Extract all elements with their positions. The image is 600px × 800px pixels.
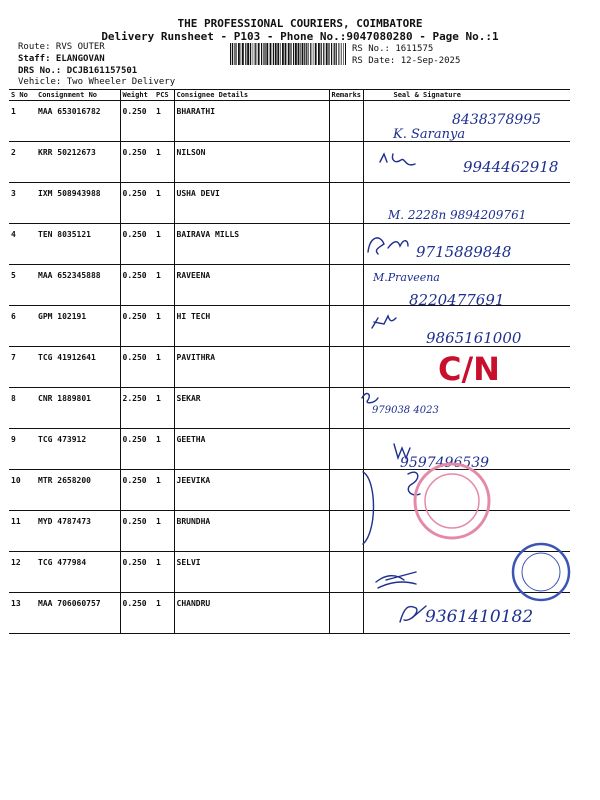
weight-cell-text: 0.250 xyxy=(122,230,147,239)
consignee-cell xyxy=(174,552,329,593)
table-row xyxy=(9,101,570,142)
handwritten-phone-5: 8220477691 xyxy=(409,291,505,309)
remarks-cell xyxy=(329,347,363,388)
consignment-cell xyxy=(36,265,120,306)
weight-cell-text: 0.250 xyxy=(122,599,147,608)
table-row xyxy=(9,306,570,347)
weight-cell xyxy=(120,470,154,511)
remarks-cell xyxy=(329,224,363,265)
consignment-cell xyxy=(36,142,120,183)
barcode xyxy=(230,43,346,65)
sno-cell xyxy=(9,306,36,347)
remarks-cell xyxy=(329,183,363,224)
sno-cell-text: 6 xyxy=(11,312,16,321)
consignment-cell xyxy=(36,183,120,224)
pcs-cell-text: 1 xyxy=(156,476,161,485)
header-remarks: Remarks xyxy=(329,90,363,101)
pcs-cell-text: 1 xyxy=(156,230,161,239)
table-row xyxy=(9,183,570,224)
table-row xyxy=(9,224,570,265)
handwritten-name-5: M.Praveena xyxy=(373,271,440,284)
weight-cell xyxy=(120,265,154,306)
remarks-cell xyxy=(329,470,363,511)
signature-cell xyxy=(363,470,570,511)
remarks-cell xyxy=(329,388,363,429)
signature-cell xyxy=(363,429,570,470)
consignment-cell-text: MAA 706060757 xyxy=(38,599,101,608)
sno-cell xyxy=(9,429,36,470)
pcs-cell xyxy=(154,101,174,142)
signature-cell xyxy=(363,552,570,593)
table-row xyxy=(9,265,570,306)
consignee-cell-text: USHA DEVI xyxy=(176,189,220,198)
remarks-cell xyxy=(329,142,363,183)
remarks-cell xyxy=(329,265,363,306)
vehicle-label: Vehicle: Two Wheeler Delivery xyxy=(18,77,176,87)
consignee-cell xyxy=(174,142,329,183)
pcs-cell xyxy=(154,142,174,183)
consignment-cell xyxy=(36,224,120,265)
weight-cell xyxy=(120,347,154,388)
handwritten-phone-2: 9944462918 xyxy=(463,158,559,176)
consignee-cell xyxy=(174,183,329,224)
consignment-cell-text: GPM 102191 xyxy=(38,312,87,321)
pcs-cell-text: 1 xyxy=(156,271,161,280)
remarks-cell xyxy=(329,511,363,552)
sno-cell-text: 10 xyxy=(11,476,21,485)
pcs-cell xyxy=(154,183,174,224)
consignee-cell xyxy=(174,388,329,429)
weight-cell xyxy=(120,429,154,470)
weight-cell-text: 0.250 xyxy=(122,271,147,280)
remarks-cell xyxy=(329,552,363,593)
cn-mark: C/N xyxy=(438,350,500,388)
consignment-cell-text: MAA 653016782 xyxy=(38,107,101,116)
sno-cell xyxy=(9,101,36,142)
consignee-cell xyxy=(174,306,329,347)
consignee-cell xyxy=(174,470,329,511)
weight-cell xyxy=(120,552,154,593)
consignment-cell xyxy=(36,101,120,142)
handwritten-phone-1: 8438378995 xyxy=(452,112,542,128)
sno-cell xyxy=(9,224,36,265)
signature-cell xyxy=(363,306,570,347)
consignment-cell xyxy=(36,429,120,470)
pcs-cell-text: 1 xyxy=(156,312,161,321)
handwritten-note-3: M. 2228n 9894209761 xyxy=(388,208,527,222)
signature-cell xyxy=(363,183,570,224)
table-row xyxy=(9,142,570,183)
consignment-cell xyxy=(36,470,120,511)
weight-cell-text: 0.250 xyxy=(122,353,147,362)
sno-cell xyxy=(9,265,36,306)
handwritten-phone-9: 9597496539 xyxy=(400,455,490,471)
sno-cell-text: 3 xyxy=(11,189,16,198)
sno-cell-text: 9 xyxy=(11,435,16,444)
consignee-cell xyxy=(174,101,329,142)
consignee-cell-text: SELVI xyxy=(176,558,201,567)
sno-cell xyxy=(9,142,36,183)
pcs-cell xyxy=(154,388,174,429)
consignee-cell-text: PAVITHRA xyxy=(176,353,216,362)
pcs-cell xyxy=(154,470,174,511)
pcs-cell xyxy=(154,224,174,265)
consignee-cell-text: HI TECH xyxy=(176,312,211,321)
consignee-cell-text: NILSON xyxy=(176,148,206,157)
consignee-cell-text: GEETHA xyxy=(176,435,206,444)
sno-cell-text: 5 xyxy=(11,271,16,280)
sno-cell-text: 1 xyxy=(11,107,16,116)
pcs-cell-text: 1 xyxy=(156,558,161,567)
pcs-cell-text: 1 xyxy=(156,107,161,116)
weight-cell xyxy=(120,101,154,142)
route-label: Route: RVS OUTER xyxy=(18,42,105,52)
handwritten-name-1: K. Saranya xyxy=(393,127,466,142)
pcs-cell-text: 1 xyxy=(156,394,161,403)
sno-cell-text: 7 xyxy=(11,353,16,362)
consignment-cell-text: TCG 41912641 xyxy=(38,353,96,362)
consignment-cell-text: IXM 508943988 xyxy=(38,189,101,198)
consignee-cell xyxy=(174,224,329,265)
pcs-cell xyxy=(154,593,174,634)
consignment-cell xyxy=(36,593,120,634)
consignee-cell xyxy=(174,593,329,634)
sno-cell xyxy=(9,552,36,593)
rs-number: RS No.: 1611575 xyxy=(352,44,434,54)
consignment-cell xyxy=(36,552,120,593)
consignee-cell-text: CHANDRU xyxy=(176,599,211,608)
table-row xyxy=(9,552,570,593)
signature-cell xyxy=(363,593,570,634)
weight-cell xyxy=(120,142,154,183)
consignee-cell-text: RAVEENA xyxy=(176,271,211,280)
consignment-cell xyxy=(36,388,120,429)
rs-date: RS Date: 12-Sep-2025 xyxy=(352,56,461,66)
sno-cell xyxy=(9,347,36,388)
signature-cell xyxy=(363,511,570,552)
consignment-cell-text: CNR 1889801 xyxy=(38,394,91,403)
sno-cell-text: 8 xyxy=(11,394,16,403)
consignee-cell xyxy=(174,511,329,552)
weight-cell xyxy=(120,593,154,634)
sno-cell xyxy=(9,470,36,511)
signature-cell xyxy=(363,224,570,265)
pcs-cell-text: 1 xyxy=(156,435,161,444)
handwritten-phone-6: 9865161000 xyxy=(426,329,522,347)
sno-cell xyxy=(9,511,36,552)
sno-cell xyxy=(9,183,36,224)
header-seal-signature: Seal & Signature xyxy=(363,90,570,101)
consignment-cell-text: MAA 652345888 xyxy=(38,271,101,280)
consignee-cell xyxy=(174,347,329,388)
weight-cell-text: 0.250 xyxy=(122,148,147,157)
table-row xyxy=(9,470,570,511)
header-weight: Weight xyxy=(120,90,154,101)
consignee-cell-text: BHARATHI xyxy=(176,107,216,116)
weight-cell-text: 0.250 xyxy=(122,312,147,321)
pcs-cell-text: 1 xyxy=(156,517,161,526)
pcs-cell-text: 1 xyxy=(156,353,161,362)
consignment-cell-text: TCG 473912 xyxy=(38,435,87,444)
weight-cell-text: 0.250 xyxy=(122,517,147,526)
weight-cell-text: 0.250 xyxy=(122,476,147,485)
pcs-cell-text: 1 xyxy=(156,189,161,198)
signature-cell xyxy=(363,101,570,142)
weight-cell-text: 2.250 xyxy=(122,394,147,403)
document-title: THE PROFESSIONAL COURIERS, COIMBATORE xyxy=(177,17,423,30)
sno-cell-text: 13 xyxy=(11,599,21,608)
consignment-cell-text: TCG 477984 xyxy=(38,558,87,567)
consignee-cell xyxy=(174,265,329,306)
pcs-cell xyxy=(154,265,174,306)
pcs-cell xyxy=(154,511,174,552)
consignee-cell-text: SEKAR xyxy=(176,394,201,403)
pcs-cell xyxy=(154,552,174,593)
pcs-cell xyxy=(154,306,174,347)
weight-cell-text: 0.250 xyxy=(122,435,147,444)
sno-cell xyxy=(9,388,36,429)
weight-cell-text: 0.250 xyxy=(122,558,147,567)
weight-cell-text: 0.250 xyxy=(122,189,147,198)
table-row xyxy=(9,593,570,634)
document-subtitle: Delivery Runsheet - P103 - Phone No.:9047080280 - Page No.:1 xyxy=(101,30,499,43)
table-row xyxy=(9,429,570,470)
header-consignment: Consignment No xyxy=(36,90,120,101)
consignee-cell xyxy=(174,429,329,470)
pcs-cell xyxy=(154,347,174,388)
remarks-cell xyxy=(329,593,363,634)
weight-cell xyxy=(120,388,154,429)
handwritten-phone-8: 979038 4023 xyxy=(372,405,439,416)
staff-label: Staff: ELANGOVAN xyxy=(18,54,105,64)
remarks-cell xyxy=(329,101,363,142)
sno-cell-text: 4 xyxy=(11,230,16,239)
weight-cell-text: 0.250 xyxy=(122,107,147,116)
pcs-cell xyxy=(154,429,174,470)
remarks-cell xyxy=(329,306,363,347)
consignee-cell-text: BRUNDHA xyxy=(176,517,211,526)
handwritten-phone-4: 9715889848 xyxy=(416,243,512,261)
pcs-cell-text: 1 xyxy=(156,599,161,608)
weight-cell xyxy=(120,183,154,224)
consignment-cell xyxy=(36,347,120,388)
sno-cell-text: 2 xyxy=(11,148,16,157)
consignment-cell xyxy=(36,511,120,552)
signature-cell xyxy=(363,265,570,306)
consignee-cell-text: JEEVIKA xyxy=(176,476,211,485)
signature-cell xyxy=(363,388,570,429)
header-sno: S No xyxy=(9,90,36,101)
table-row xyxy=(9,511,570,552)
consignment-cell xyxy=(36,306,120,347)
header-consignee: Consignee Details xyxy=(174,90,329,101)
consignee-cell-text: BAIRAVA MILLS xyxy=(176,230,240,239)
handwritten-phone-13: 9361410182 xyxy=(425,607,534,627)
consignment-cell-text: MTR 2658200 xyxy=(38,476,91,485)
sno-cell xyxy=(9,593,36,634)
remarks-cell xyxy=(329,429,363,470)
drs-label: DRS No.: DCJB161157501 xyxy=(18,66,138,76)
weight-cell xyxy=(120,511,154,552)
sno-cell-text: 12 xyxy=(11,558,21,567)
table-row xyxy=(9,388,570,429)
weight-cell xyxy=(120,306,154,347)
runsheet-table xyxy=(9,89,570,634)
sno-cell-text: 11 xyxy=(11,517,21,526)
signature-cell xyxy=(363,347,570,388)
consignment-cell-text: MYD 4787473 xyxy=(38,517,91,526)
table-row xyxy=(9,347,570,388)
consignment-cell-text: KRR 50212673 xyxy=(38,148,96,157)
signature-cell xyxy=(363,142,570,183)
consignment-cell-text: TEN 8035121 xyxy=(38,230,91,239)
pcs-cell-text: 1 xyxy=(156,148,161,157)
weight-cell xyxy=(120,224,154,265)
header-pcs: PCS xyxy=(154,90,174,101)
table-header-row xyxy=(9,90,570,101)
